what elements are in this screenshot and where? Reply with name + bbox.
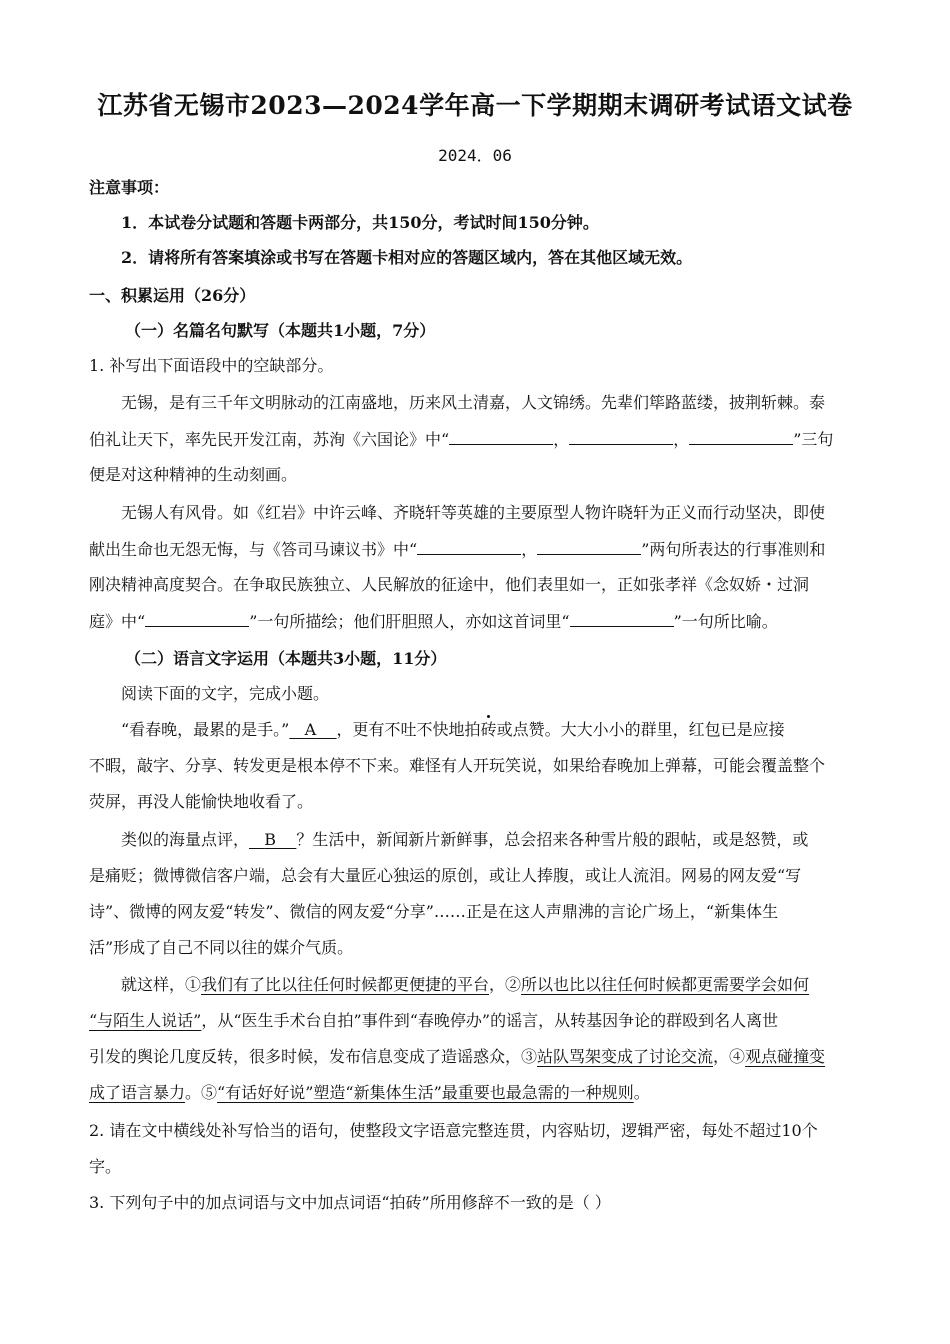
question-2-line2: 字。	[89, 1157, 122, 1176]
underlined-sentence-2-cont: “与陌生人说话”	[89, 1011, 202, 1030]
answer-blank[interactable]	[569, 428, 673, 445]
blank-b[interactable]: B	[264, 830, 277, 849]
underlined-sentence-4: 观点碰撞变	[745, 1047, 826, 1066]
part2-heading: （二）语言文字运用（本题共3小题，11分）	[125, 649, 447, 668]
answer-blank[interactable]	[570, 610, 674, 627]
passage-para1-line2: 不暇，敲字、分享、转发更是根本停不下来。难怪有人开玩笑说，如果给春晚加上弹幕，可能会覆盖整个	[89, 756, 826, 775]
q1-para2-line1: 无锡人有风骨。如《红岩》中许云峰、齐晓轩等英雄的主要原型人物许晓轩为正义而行动坚决，即使	[121, 503, 826, 522]
passage-para3-line2: “与陌生人说话”，从“医生手术台自拍”事件到“春晚停办”的谣言，从转基因争论的群殴到名人离世	[89, 1011, 779, 1030]
exam-date: 2024．06	[438, 146, 512, 165]
answer-blank[interactable]	[537, 538, 641, 555]
notice-item-2: 2．请将所有答案填涂或书写在答题卡相对应的答题区域内，答在其他区域无效。	[121, 248, 693, 267]
passage-para3-line4: 成了语言暴力。⑤“有话好好说”塑造“新集体生活”最重要也最急需的一种规则。	[89, 1083, 650, 1102]
underlined-sentence-4-cont: 成了语言暴力	[89, 1083, 186, 1102]
emphasis-dot-word: 砖	[480, 720, 497, 739]
notice-item-1: 1．本试卷分试题和答题卡两部分，共150分，考试时间150分钟。	[121, 213, 599, 232]
q1-para1-line2: 伯礼让天下，率先民开发江南，苏洵《六国论》中“ ， ， ”三句	[89, 430, 834, 449]
passage-para1-line1: “看春晚，最累的是手。” A ，更有不吐不快地拍砖或点赞。大大小小的群里，红包已是应接	[121, 720, 785, 739]
reading-intro: 阅读下面的文字，完成小题。	[121, 684, 330, 703]
notice-heading: 注意事项：	[89, 178, 170, 197]
passage-para2-line3: 诗”、微博的网友爱“转发”、微信的网友爱“分享”……正是在这人声鼎沸的言论广场上，“新集体生	[89, 902, 779, 921]
passage-para2-line2: 是痛贬；微博微信客户端，总会有大量匠心独运的原创，或让人捧腹，或让人流泪。网易的网友爱“写	[89, 866, 802, 885]
section1-heading: 一、积累运用（26分）	[89, 286, 256, 305]
blank-a[interactable]: A	[304, 720, 317, 739]
passage-para2-line1: 类似的海量点评， B ？生活中，新闻新片新鲜事，总会招来各种雪片般的跟帖，或是怒赞，或	[121, 830, 809, 849]
question-1-prompt: 1. 补写出下面语段中的空缺部分。	[89, 356, 334, 375]
answer-blank[interactable]	[417, 538, 521, 555]
q1-para2-line3: 刚决精神高度契合。在争取民族独立、人民解放的征途中，他们表里如一，正如张孝祥《念奴娇・过洞	[89, 575, 810, 594]
passage-para3-line1: 就这样，①我们有了比以往任何时候都更便捷的平台，②所以也比以往任何时候都更需要学会如何	[121, 975, 810, 994]
exam-title: 江苏省无锡市2023—2024学年高一下学期期末调研考试语文试卷	[97, 91, 853, 120]
answer-blank[interactable]	[449, 428, 553, 445]
q1-para2-line4: 庭》中“ ”一句所描绘；他们肝胆照人，亦如这首词里“ ”一句所比喻。	[89, 612, 778, 631]
passage-para3-line3: 引发的舆论几度反转，很多时候，发布信息变成了造谣惑众，③站队骂架变成了讨论交流，④观点碰撞变	[89, 1047, 826, 1066]
question-3: 3. 下列句子中的加点词语与文中加点词语“拍砖”所用修辞不一致的是（ ）	[89, 1193, 611, 1212]
q1-para2-line2: 献出生命也无怨无悔，与《答司马谏议书》中“ ， ”两句所表达的行事准则和	[89, 540, 826, 559]
passage-para1-line3: 荧屏，再没人能愉快地收看了。	[89, 792, 314, 811]
q1-para1-line3: 便是对这种精神的生动刻画。	[89, 465, 298, 484]
question-2-line1: 2. 请在文中横线处补写恰当的语句，使整段文字语意完整连贯，内容贴切，逻辑严密，每处不超过10个	[89, 1121, 818, 1140]
answer-blank[interactable]	[689, 428, 793, 445]
passage-para2-line4: 活”形成了自己不同以往的媒介气质。	[89, 938, 354, 957]
underlined-sentence-3: 站队骂架变成了讨论交流	[537, 1047, 714, 1066]
answer-blank[interactable]	[145, 610, 249, 627]
q1-para1-line1: 无锡，是有三千年文明脉动的江南盛地，历来风土清嘉，人文锦绣。先辈们筚路蓝缕，披荆斩棘。泰	[121, 393, 826, 412]
underlined-sentence-2: 所以也比以往任何时候都更需要学会如何	[521, 975, 810, 994]
part1-heading: （一）名篇名句默写（本题共1小题，7分）	[125, 321, 436, 340]
underlined-sentence-5: “有话好好说”塑造“新集体生活”最重要也最急需的一种规则	[217, 1083, 634, 1102]
underlined-sentence-1: 我们有了比以往任何时候都更便捷的平台	[201, 975, 490, 994]
